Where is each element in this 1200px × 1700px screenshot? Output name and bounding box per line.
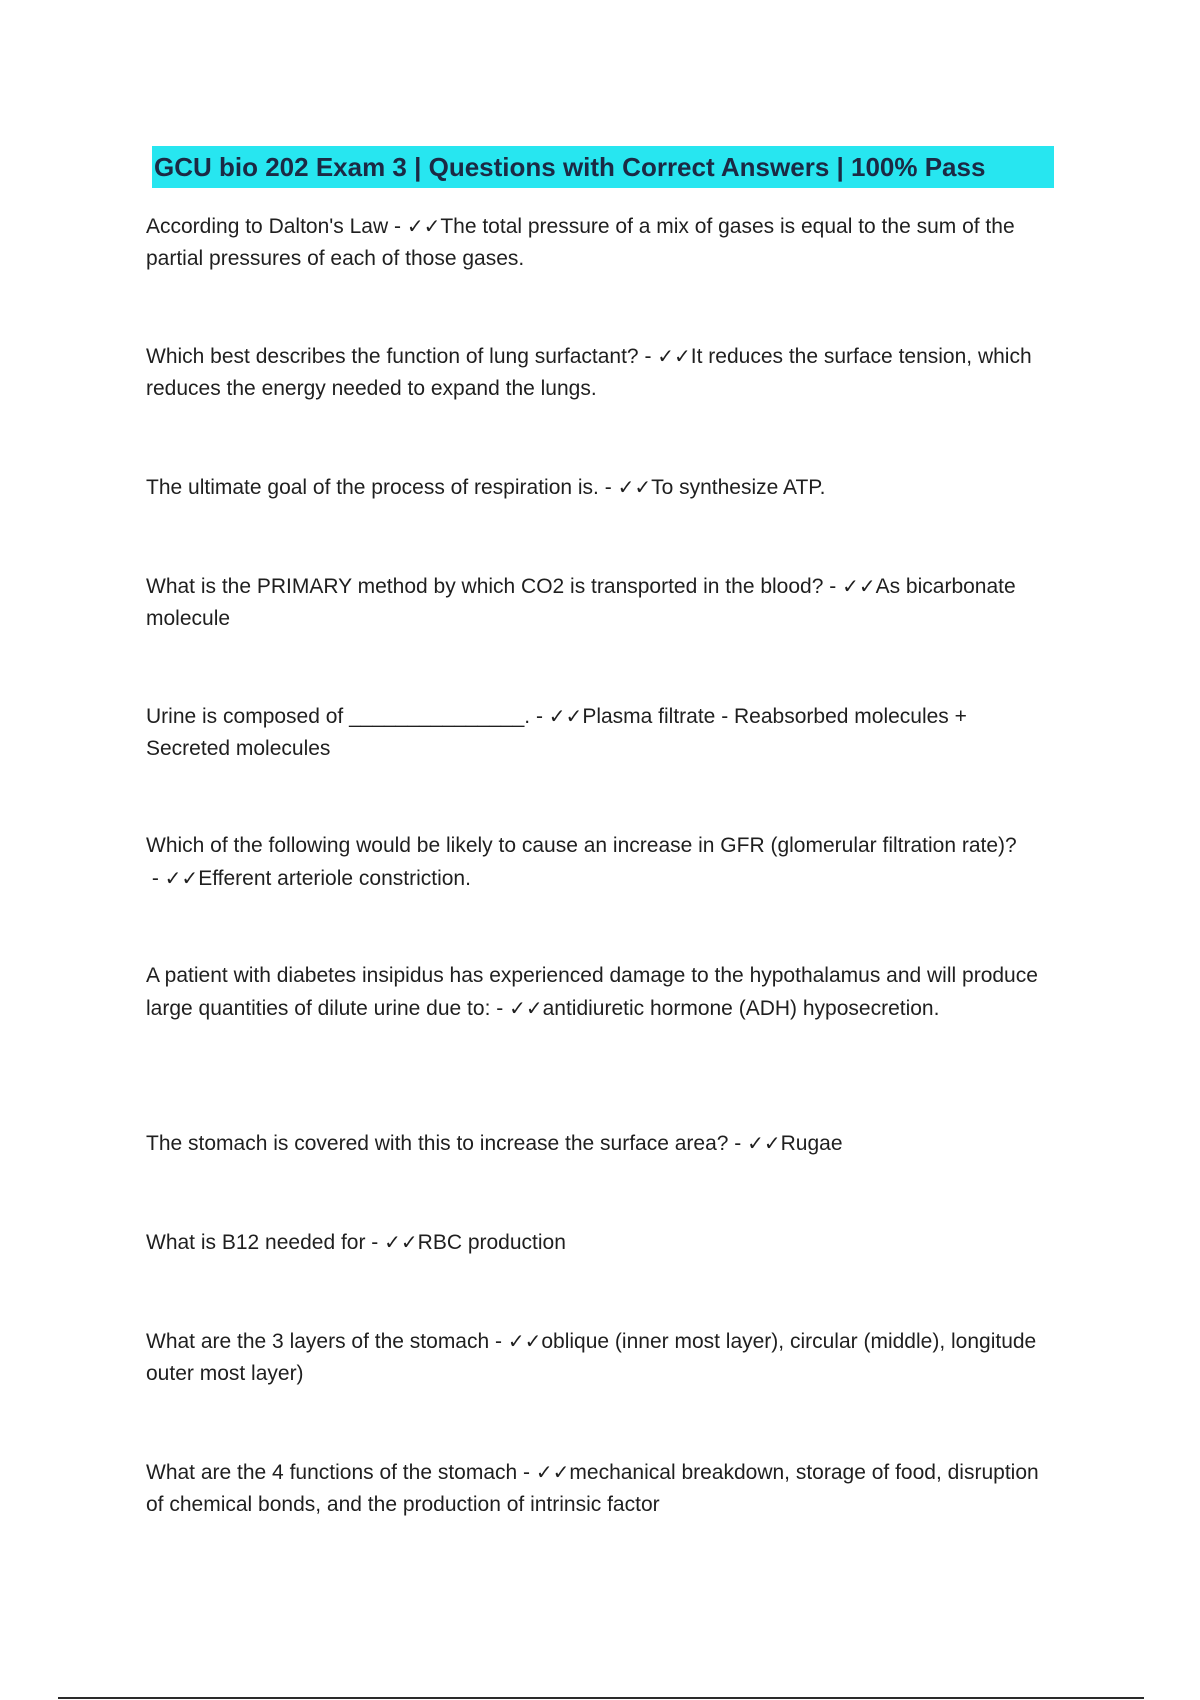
double-check-icon: ✓✓: [617, 475, 652, 499]
answer-text: It reduces the surface tension, which reduces the energy needed to expand the lungs.: [146, 345, 1032, 400]
separator: -: [823, 575, 843, 598]
answer-text: mechanical breakdown, storage of food, disruption of chemical bonds, and the production of intrinsic factor: [146, 1461, 1039, 1516]
separator: -: [517, 1461, 536, 1484]
double-check-icon: ✓✓: [406, 214, 441, 238]
double-check-icon: ✓✓: [548, 704, 583, 728]
double-check-icon: ✓✓: [509, 996, 543, 1020]
double-check-icon: ✓✓: [747, 1131, 781, 1155]
qa-item: [146, 830, 1046, 895]
double-check-icon: ✓✓: [164, 866, 199, 890]
separator: -: [388, 215, 407, 238]
separator: -: [530, 705, 549, 728]
separator: -: [638, 345, 658, 368]
answer-text: antidiuretic hormone (ADH) hyposecretion.: [542, 997, 940, 1020]
question-text: Which best describes the function of lung surfactant?: [146, 345, 639, 368]
separator: -: [146, 867, 165, 890]
separator: -: [598, 476, 618, 499]
answer-text: oblique (inner most layer), circular (middle), longitude outer most layer): [146, 1330, 1037, 1385]
answer-text: The total pressure of a mix of gases is equal to the sum of the partial pressures of each of those gases.: [146, 215, 1015, 270]
question-text: According to Dalton's Law: [146, 215, 389, 238]
qa-item: [146, 1456, 1046, 1521]
separator: -: [728, 1132, 748, 1155]
question-text: A patient with diabetes insipidus has experienced damage to the hypothalamus and will produce large quantities of dilute urine due to:: [146, 964, 1038, 1020]
double-check-icon: ✓✓: [535, 1460, 570, 1484]
double-check-icon: ✓✓: [657, 344, 691, 368]
qa-item: [146, 960, 1046, 1025]
question-text: What are the 4 functions of the stomach: [146, 1461, 518, 1484]
qa-item: [146, 1226, 1046, 1259]
separator: -: [490, 997, 510, 1020]
double-check-icon: ✓✓: [842, 574, 876, 598]
question-text: Urine is composed of _______________.: [146, 705, 531, 728]
question-text: The stomach is covered with this to increase the surface area?: [146, 1132, 729, 1155]
separator: -: [365, 1231, 385, 1254]
double-check-icon: ✓✓: [384, 1230, 418, 1254]
answer-text: Plasma filtrate - Reabsorbed molecules + Secreted molecules: [146, 705, 967, 760]
separator: -: [489, 1330, 508, 1353]
answer-text: Efferent arteriole constriction.: [198, 867, 471, 890]
qa-item: [146, 1127, 1046, 1160]
answer-text: To synthesize ATP.: [651, 476, 826, 499]
qa-item: [146, 471, 1046, 504]
qa-item: [146, 210, 1046, 275]
document-title: GCU bio 202 Exam 3 | Questions with Correct Answers | 100% Pass: [154, 152, 986, 182]
question-text: Which of the following would be likely to cause an increase in GFR (glomerular filtration rate)?: [146, 834, 1017, 857]
question-text: The ultimate goal of the process of respiration is.: [146, 476, 599, 499]
footer-rule: [58, 1697, 1144, 1699]
double-check-icon: ✓✓: [507, 1329, 542, 1353]
question-text: What are the 3 layers of the stomach: [146, 1330, 490, 1353]
question-text: What is the PRIMARY method by which CO2 is transported in the blood?: [146, 575, 824, 598]
qa-item: [146, 700, 1046, 765]
answer-text: Rugae: [780, 1132, 843, 1155]
answer-text: RBC production: [417, 1231, 566, 1254]
qa-item: [146, 1325, 1046, 1390]
question-text: What is B12 needed for: [146, 1231, 366, 1254]
qa-item: [146, 340, 1046, 405]
answer-text: As bicarbonate molecule: [146, 575, 1016, 630]
qa-item: [146, 570, 1046, 635]
